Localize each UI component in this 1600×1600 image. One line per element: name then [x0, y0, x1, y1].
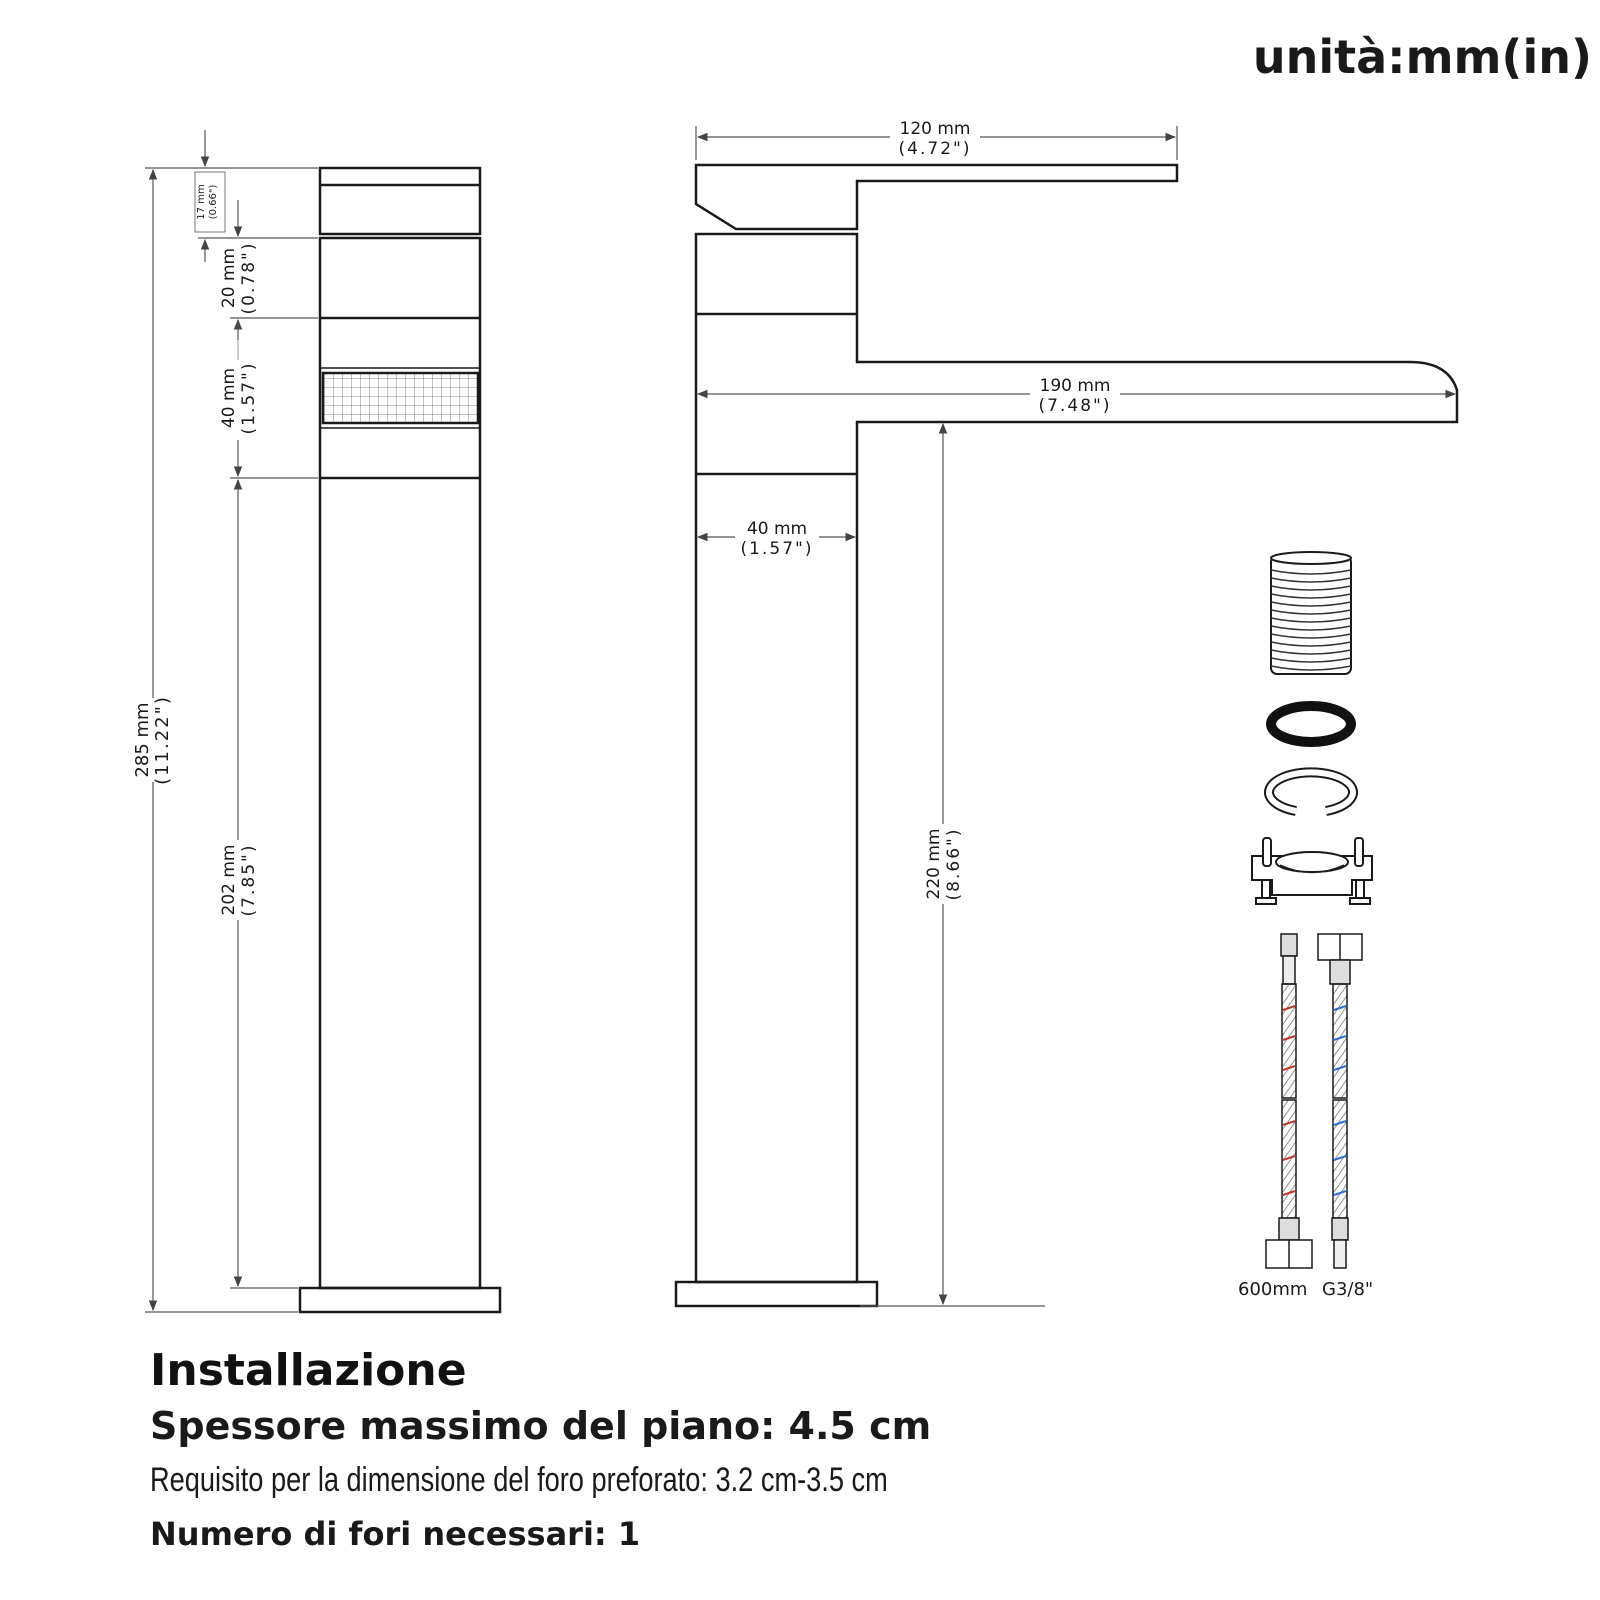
dim-190-mm: 190 mm — [1039, 376, 1111, 396]
dim-120-mm: 120 mm — [899, 119, 971, 139]
thread-size-label: G3/8" — [1322, 1279, 1374, 1300]
accessories — [1238, 552, 1373, 1300]
installation-section — [150, 1345, 1250, 1563]
dim-40-side-mm: 40 mm — [746, 519, 808, 539]
dim-202-mm: 202 mm — [219, 844, 239, 916]
dim-120-in: (4.72") — [898, 139, 972, 159]
dim-20-mm: 20 mm — [219, 247, 239, 309]
dim-202 — [219, 840, 259, 920]
dim-220-mm: 220 mm — [924, 828, 944, 900]
hose-length-label: 600mm — [1238, 1279, 1308, 1300]
dim-17-mm: 17 mm — [196, 184, 207, 220]
aerator-mesh — [323, 373, 478, 423]
dim-40-front-mm: 40 mm — [219, 367, 239, 429]
front-handle — [320, 168, 480, 234]
threaded-rod-icon — [1271, 552, 1351, 674]
hole-requirement-text: Requisito per la dimensione del foro preforato: 3.2 cm-3.5 cm — [150, 1461, 888, 1499]
dim-190-in: (7.48") — [1038, 396, 1112, 416]
hot-hose-icon — [1266, 934, 1312, 1268]
dim-220-in: (8.66") — [944, 827, 964, 901]
dim-40-side-in: (1.57") — [740, 539, 814, 559]
dim-202-in: (7.85") — [239, 843, 259, 917]
mounting-bracket-icon — [1252, 838, 1372, 904]
max-thickness-text: Spessore massimo del piano: 4.5 cm — [150, 1404, 932, 1448]
dim-20 — [219, 242, 259, 315]
installation-title: Installazione — [150, 1345, 467, 1396]
dim-17-in: (0.66") — [208, 184, 219, 220]
front-base — [300, 1288, 500, 1312]
front-view — [300, 168, 500, 1312]
dim-285-in: (11.22") — [152, 695, 173, 785]
c-ring-icon — [1269, 772, 1353, 811]
unit-label: unità:mm(in) — [1252, 30, 1592, 84]
side-handle-lever — [696, 165, 1177, 229]
dim-40-front-in: (1.57") — [239, 361, 259, 435]
dim-285 — [132, 695, 173, 785]
dim-120 — [890, 118, 980, 159]
dim-220 — [924, 824, 964, 904]
dim-190 — [1030, 374, 1120, 416]
cold-hose-icon — [1318, 934, 1362, 1268]
side-base — [676, 1282, 877, 1306]
dim-40-side — [735, 517, 819, 559]
holes-needed-text: Numero di fori necessari: 1 — [150, 1515, 641, 1553]
dim-20-in: (0.78") — [239, 241, 259, 315]
dim-17 — [196, 184, 219, 219]
rubber-washer-icon — [1271, 706, 1351, 742]
dim-285-mm: 285 mm — [132, 702, 153, 778]
dim-40-front — [219, 362, 259, 435]
